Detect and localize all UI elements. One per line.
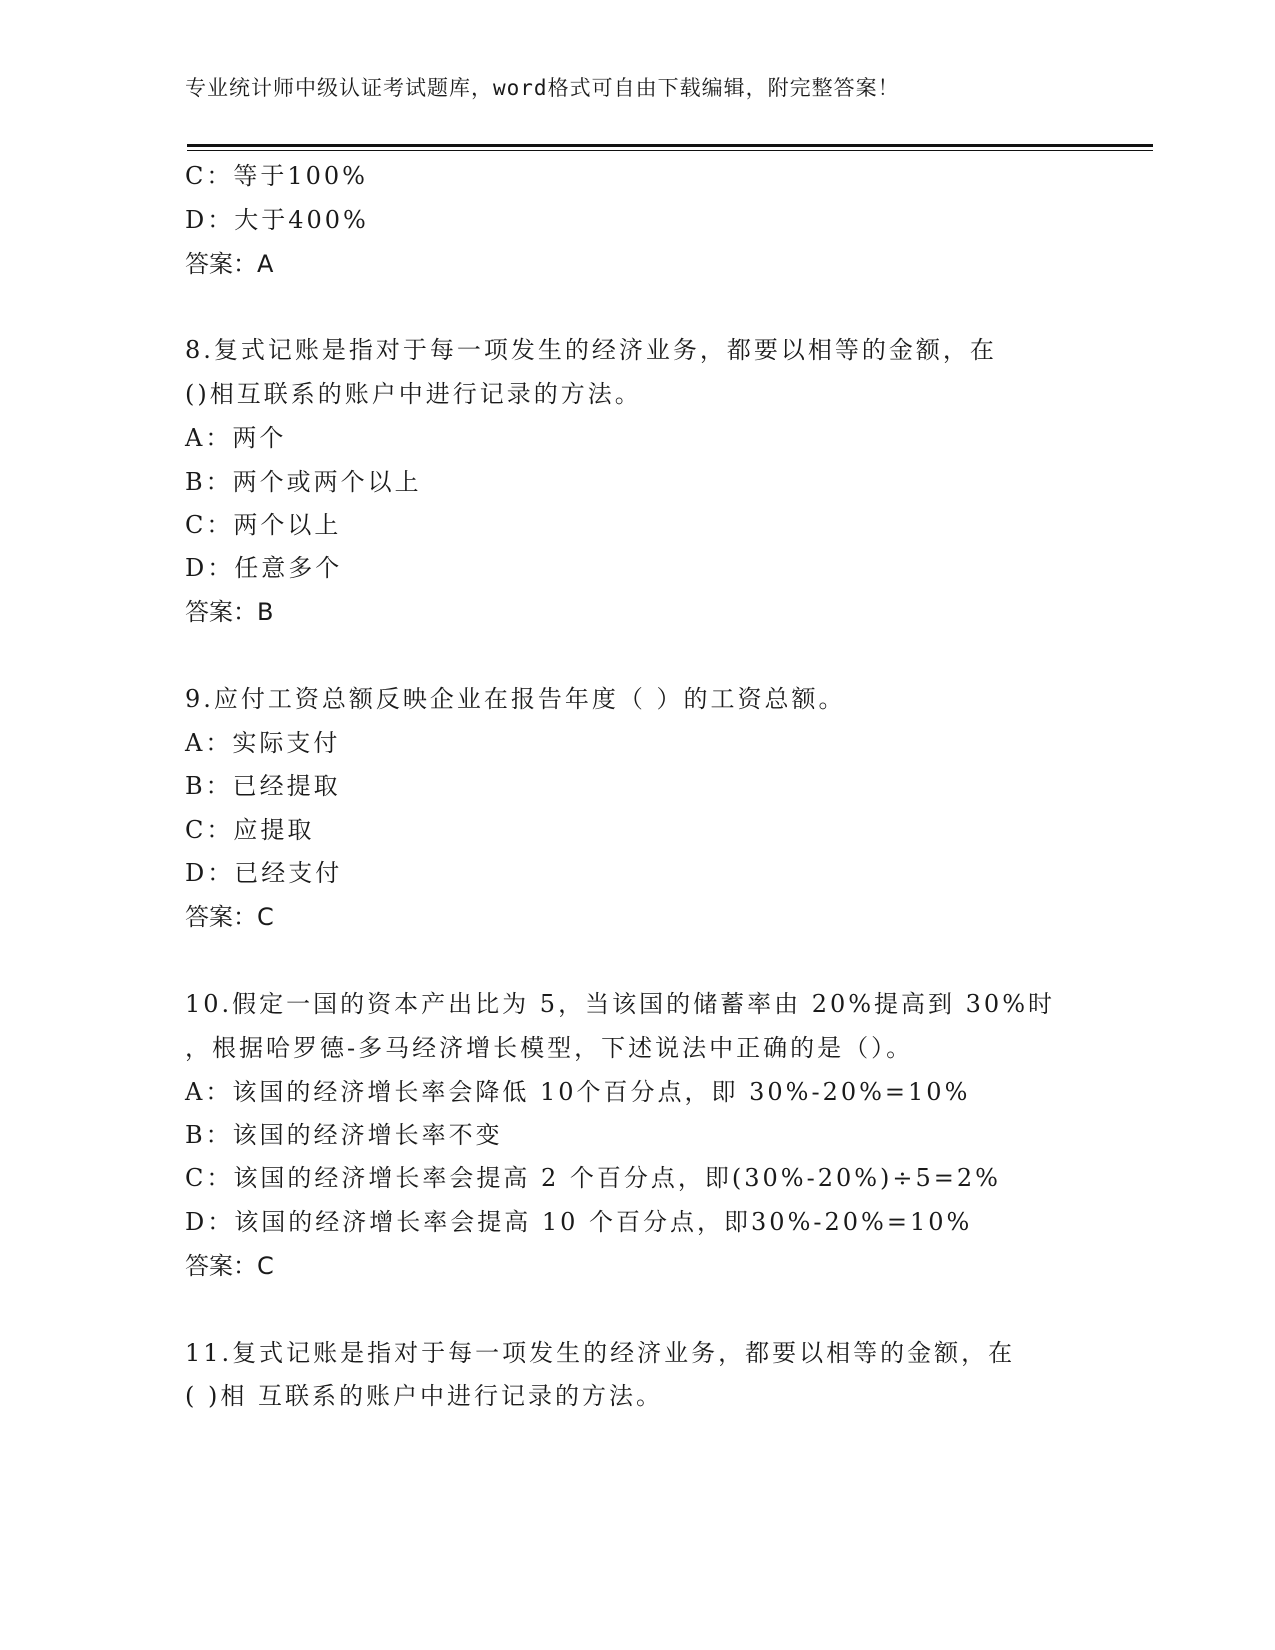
header-rule-thin	[187, 150, 1153, 151]
page-header: 专业统计师中级认证考试题库，word格式可自由下载编辑，附完整答案！	[185, 76, 900, 100]
question-10-option-b: B：该国的经济增长率不变	[185, 1121, 503, 1149]
question-9-option-c: C：应提取	[185, 816, 315, 844]
question-8-option-b: B：两个或两个以上	[185, 468, 422, 496]
question-9-option-d: D：已经支付	[185, 859, 343, 887]
question-8-option-a: A：两个	[185, 424, 287, 452]
option-c-prev: C：等于100%	[185, 162, 368, 190]
question-9-answer: 答案：C	[185, 903, 274, 931]
question-8-line-2: ()相互联系的账户中进行记录的方法。	[185, 380, 642, 408]
question-8-option-d: D：任意多个	[185, 554, 343, 582]
question-9-option-a: A：实际支付	[185, 729, 341, 757]
question-10-option-c: C：该国的经济增长率会提高 2 个百分点，即(30%-20%)÷5=2%	[185, 1164, 1001, 1192]
option-d-prev: D：大于400%	[185, 206, 369, 234]
question-11-line-1: 11.复式记账是指对于每一项发生的经济业务，都要以相等的金额，在	[185, 1339, 1016, 1367]
question-8-line-1: 8.复式记账是指对于每一项发生的经济业务，都要以相等的金额，在	[185, 336, 997, 364]
question-10-line-2: ，根据哈罗德-多马经济增长模型，下述说法中正确的是（）。	[185, 1034, 914, 1062]
question-10-option-a: A：该国的经济增长率会降低 10个百分点，即 30%-20%=10%	[185, 1078, 971, 1106]
question-10-line-1: 10.假定一国的资本产出比为 5，当该国的储蓄率由 20%提高到 30%时	[185, 990, 1056, 1018]
question-9-option-b: B：已经提取	[185, 772, 341, 800]
answer-prev: 答案：A	[185, 250, 274, 278]
question-8-option-c: C：两个以上	[185, 511, 342, 539]
question-10-option-d: D：该国的经济增长率会提高 10 个百分点，即30%-20%=10%	[185, 1208, 973, 1236]
question-11-line-2: ( )相 互联系的账户中进行记录的方法。	[185, 1382, 663, 1410]
question-9-line-1: 9.应付工资总额反映企业在报告年度（ ）的工资总额。	[185, 685, 846, 713]
question-8-answer: 答案：B	[185, 598, 274, 626]
question-10-answer: 答案：C	[185, 1252, 274, 1280]
header-rule-thick	[187, 144, 1153, 147]
